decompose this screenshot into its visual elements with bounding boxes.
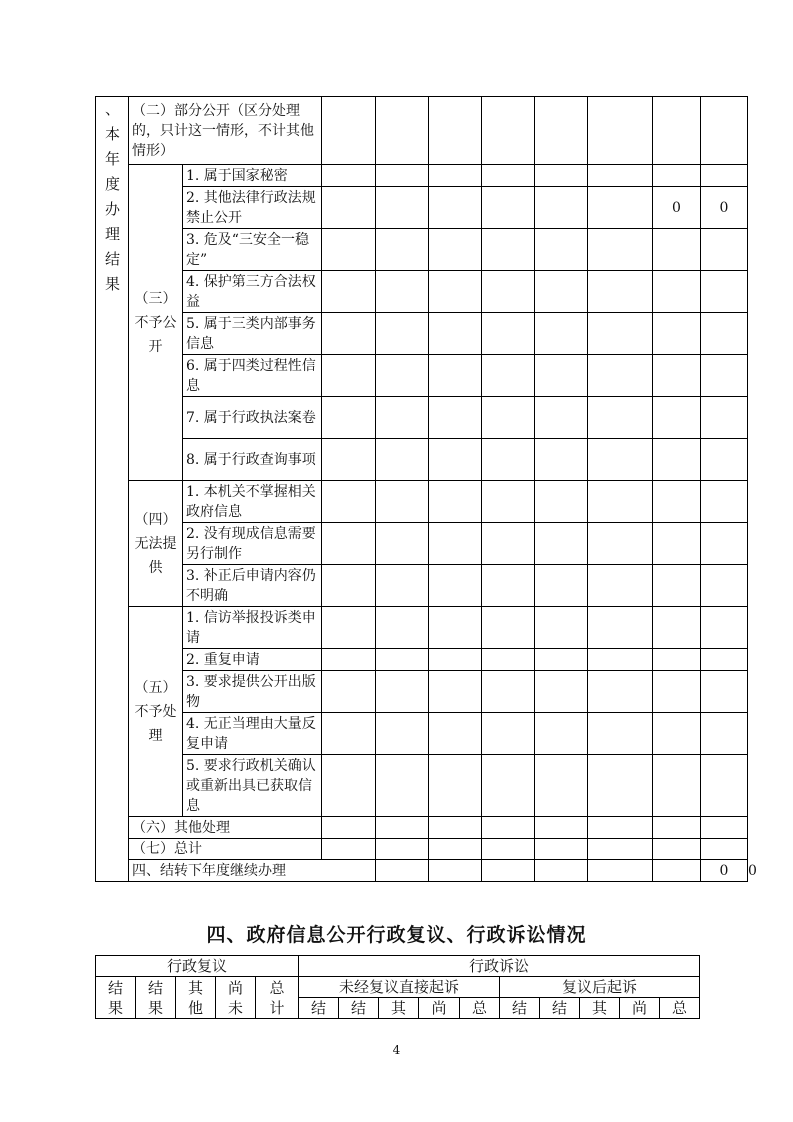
data-cell xyxy=(376,313,429,355)
data-cell xyxy=(482,649,535,671)
data-cell xyxy=(653,860,701,882)
data-cell xyxy=(322,313,376,355)
data-cell xyxy=(429,97,482,165)
data-cell xyxy=(376,481,429,523)
value-cell: 0 xyxy=(701,187,748,229)
table-row xyxy=(96,956,700,977)
section-title: 四、政府信息公开行政复议、行政诉讼情况 xyxy=(206,924,587,946)
data-cell xyxy=(482,97,535,165)
after-col-header: 其 xyxy=(580,998,620,1019)
data-cell xyxy=(701,839,748,860)
row-label: 7. 属于行政执法案卷 xyxy=(183,397,322,439)
data-cell xyxy=(535,313,588,355)
header-char: 计 xyxy=(269,998,285,1017)
data-cell xyxy=(535,355,588,397)
data-cell xyxy=(376,817,429,839)
data-cell xyxy=(535,755,588,817)
row-label: （七）总计 xyxy=(129,839,322,860)
data-cell xyxy=(588,187,653,229)
data-cell xyxy=(535,187,588,229)
data-cell xyxy=(588,523,653,565)
data-cell xyxy=(482,271,535,313)
table-row xyxy=(96,229,748,271)
data-cell xyxy=(535,97,588,165)
row-label: 2. 其他法律行政法规禁止公开 xyxy=(183,187,322,229)
data-cell xyxy=(376,713,429,755)
data-cell xyxy=(653,355,701,397)
table-row xyxy=(96,439,748,481)
data-cell xyxy=(535,229,588,271)
data-cell xyxy=(322,671,376,713)
data-cell xyxy=(588,649,653,671)
data-cell xyxy=(653,165,701,187)
data-cell xyxy=(322,165,376,187)
application-results-table xyxy=(95,96,757,882)
data-cell xyxy=(701,817,748,839)
table-row xyxy=(96,713,748,755)
data-cell xyxy=(588,97,653,165)
data-cell xyxy=(429,439,482,481)
value-cell: 0 xyxy=(701,860,748,882)
direct-col-header: 其 xyxy=(379,998,419,1019)
header-char: 尚 xyxy=(227,978,243,997)
table-row xyxy=(96,755,748,817)
data-cell xyxy=(701,355,748,397)
header-char: 他 xyxy=(187,998,203,1017)
data-cell xyxy=(429,523,482,565)
data-cell xyxy=(376,649,429,671)
data-cell xyxy=(322,649,376,671)
table-row xyxy=(96,649,748,671)
data-cell xyxy=(429,481,482,523)
header-char: 未 xyxy=(227,998,243,1017)
data-cell xyxy=(322,97,376,165)
row-label: 5. 要求行政机关确认或重新出具已获取信息 xyxy=(183,755,322,817)
data-cell xyxy=(376,439,429,481)
data-cell xyxy=(376,839,429,860)
row-label: 5. 属于三类内部事务信息 xyxy=(183,313,322,355)
data-cell xyxy=(322,755,376,817)
data-cell xyxy=(701,397,748,439)
review-col-header xyxy=(136,977,176,1019)
data-cell xyxy=(376,607,429,649)
table-row xyxy=(96,481,748,523)
data-cell xyxy=(376,271,429,313)
data-cell xyxy=(482,313,535,355)
header-char: 果 xyxy=(147,998,163,1017)
data-cell xyxy=(322,439,376,481)
row-label: 3. 危及“三安全一稳定” xyxy=(183,229,322,271)
data-cell xyxy=(322,839,376,860)
data-cell xyxy=(701,565,748,607)
table-row: 四、结转下年度继续办理 0 0 xyxy=(96,860,748,882)
table-row xyxy=(96,187,748,229)
data-cell xyxy=(429,271,482,313)
data-cell xyxy=(429,229,482,271)
data-cell xyxy=(322,817,376,839)
data-cell xyxy=(653,481,701,523)
table-row xyxy=(96,97,748,165)
data-cell xyxy=(376,860,429,882)
data-cell xyxy=(429,839,482,860)
data-cell xyxy=(653,671,701,713)
data-cell xyxy=(376,229,429,271)
data-cell xyxy=(653,607,701,649)
data-cell xyxy=(535,397,588,439)
data-cell xyxy=(482,523,535,565)
row-label: 4. 无正当理由大量反复申请 xyxy=(183,713,322,755)
row-label: 8. 属于行政查询事项 xyxy=(183,439,322,481)
data-cell xyxy=(482,187,535,229)
data-cell xyxy=(429,755,482,817)
table-row xyxy=(96,607,748,649)
data-cell xyxy=(429,397,482,439)
data-cell xyxy=(482,839,535,860)
data-cell xyxy=(322,397,376,439)
data-cell xyxy=(482,481,535,523)
data-cell xyxy=(588,713,653,755)
table-row xyxy=(96,355,748,397)
data-cell xyxy=(376,165,429,187)
table-row xyxy=(96,271,748,313)
data-cell xyxy=(701,755,748,817)
data-cell xyxy=(535,671,588,713)
data-cell xyxy=(653,755,701,817)
page-number: 4 xyxy=(392,1043,401,1057)
data-cell xyxy=(482,671,535,713)
data-cell xyxy=(653,313,701,355)
data-cell xyxy=(322,607,376,649)
data-cell xyxy=(429,187,482,229)
data-cell xyxy=(429,671,482,713)
data-cell xyxy=(588,839,653,860)
data-cell xyxy=(482,565,535,607)
after-col-header: 总 xyxy=(660,998,700,1019)
value-cell: 0 xyxy=(653,187,701,229)
data-cell xyxy=(701,713,748,755)
data-cell xyxy=(588,271,653,313)
group_4-label: （四）无法提供 xyxy=(129,481,183,607)
table-row xyxy=(96,977,700,998)
data-cell xyxy=(588,860,653,882)
data-cell xyxy=(653,397,701,439)
data-cell xyxy=(429,313,482,355)
data-cell xyxy=(376,565,429,607)
outer-label-text: 、本年度办理结果 xyxy=(105,100,121,293)
group_3-label: （三）不予公开 xyxy=(129,165,183,481)
row-label: 1. 信访举报投诉类申请 xyxy=(183,607,322,649)
data-cell xyxy=(588,755,653,817)
data-cell xyxy=(322,565,376,607)
data-cell xyxy=(701,671,748,713)
header-char: 果 xyxy=(107,998,123,1017)
data-cell xyxy=(653,439,701,481)
direct-col-header: 结 xyxy=(339,998,379,1019)
data-cell xyxy=(482,229,535,271)
header-char: 总 xyxy=(269,978,285,997)
admin-litigation-header: 行政诉讼 xyxy=(299,956,700,977)
data-cell xyxy=(588,165,653,187)
data-cell xyxy=(653,565,701,607)
data-cell xyxy=(376,755,429,817)
data-cell xyxy=(482,439,535,481)
data-cell xyxy=(701,649,748,671)
row-label: 1. 本机关不掌握相关政府信息 xyxy=(183,481,322,523)
data-cell xyxy=(376,397,429,439)
data-cell xyxy=(588,355,653,397)
data-cell xyxy=(588,397,653,439)
data-cell xyxy=(653,523,701,565)
data-cell xyxy=(535,649,588,671)
outer-label xyxy=(96,97,129,882)
data-cell xyxy=(701,229,748,271)
review-col-header xyxy=(216,977,256,1019)
data-cell xyxy=(429,355,482,397)
table-row xyxy=(96,165,748,187)
data-cell xyxy=(482,755,535,817)
data-cell xyxy=(482,397,535,439)
data-cell xyxy=(588,439,653,481)
header-char: 结 xyxy=(147,978,163,997)
data-cell xyxy=(429,860,482,882)
review-col-header xyxy=(256,977,299,1019)
row-label: 6. 属于四类过程性信息 xyxy=(183,355,322,397)
data-cell xyxy=(701,271,748,313)
data-cell xyxy=(701,313,748,355)
direct-suit-header: 未经复议直接起诉 xyxy=(299,977,500,998)
data-cell xyxy=(482,817,535,839)
data-cell xyxy=(653,839,701,860)
table-row xyxy=(96,839,748,860)
table-row xyxy=(96,565,748,607)
direct-col-header: 总 xyxy=(460,998,500,1019)
after-col-header: 结 xyxy=(500,998,540,1019)
data-cell xyxy=(535,481,588,523)
data-cell xyxy=(535,839,588,860)
direct-col-header: 尚 xyxy=(419,998,460,1019)
data-cell xyxy=(376,523,429,565)
data-cell xyxy=(322,271,376,313)
data-cell xyxy=(376,97,429,165)
data-cell xyxy=(653,649,701,671)
table-row xyxy=(96,817,748,839)
data-cell xyxy=(429,713,482,755)
admin-review-header: 行政复议 xyxy=(96,956,299,977)
data-cell xyxy=(482,860,535,882)
data-cell xyxy=(429,607,482,649)
row-label: 2. 重复申请 xyxy=(183,649,322,671)
data-cell xyxy=(535,565,588,607)
review-litigation-table xyxy=(95,955,700,1019)
data-cell xyxy=(535,439,588,481)
table-row xyxy=(96,671,748,713)
data-cell xyxy=(482,165,535,187)
row-label: （二）部分公开（区分处理的，只计这一情形，不计其他情形） xyxy=(129,97,322,165)
data-cell xyxy=(322,713,376,755)
data-cell xyxy=(701,165,748,187)
row-label: 4. 保护第三方合法权益 xyxy=(183,271,322,313)
row-label: （六）其他处理 xyxy=(129,817,322,839)
data-cell xyxy=(701,481,748,523)
data-cell xyxy=(588,817,653,839)
data-cell xyxy=(653,817,701,839)
data-cell xyxy=(588,229,653,271)
data-cell xyxy=(429,565,482,607)
data-cell xyxy=(429,649,482,671)
direct-col-header: 结 xyxy=(299,998,339,1019)
data-cell xyxy=(535,817,588,839)
header-char: 结 xyxy=(107,978,123,997)
data-cell xyxy=(322,523,376,565)
data-cell xyxy=(322,229,376,271)
data-cell xyxy=(653,97,701,165)
data-cell xyxy=(588,481,653,523)
after-col-header: 尚 xyxy=(620,998,660,1019)
data-cell xyxy=(429,817,482,839)
data-cell xyxy=(535,607,588,649)
header-char: 其 xyxy=(187,978,203,997)
data-cell xyxy=(653,271,701,313)
data-cell xyxy=(482,355,535,397)
data-cell xyxy=(376,355,429,397)
data-cell xyxy=(535,523,588,565)
table-row xyxy=(96,313,748,355)
data-cell xyxy=(376,671,429,713)
data-cell xyxy=(588,607,653,649)
data-cell xyxy=(535,713,588,755)
table-row xyxy=(96,397,748,439)
data-cell xyxy=(701,97,748,165)
data-cell xyxy=(653,713,701,755)
data-cell xyxy=(482,713,535,755)
data-cell xyxy=(653,229,701,271)
row-label: 3. 要求提供公开出版物 xyxy=(183,671,322,713)
table-row xyxy=(96,523,748,565)
data-cell xyxy=(429,165,482,187)
data-cell xyxy=(535,271,588,313)
row-label: 1. 属于国家秘密 xyxy=(183,165,322,187)
row-label: 3. 补正后申请内容仍不明确 xyxy=(183,565,322,607)
data-cell xyxy=(535,860,588,882)
data-cell xyxy=(376,187,429,229)
data-cell xyxy=(588,565,653,607)
after-col-header: 结 xyxy=(540,998,580,1019)
group_5-label: （五）不予处理 xyxy=(129,607,183,817)
data-cell xyxy=(588,313,653,355)
data-cell xyxy=(535,165,588,187)
row-label: 2. 没有现成信息需要另行制作 xyxy=(183,523,322,565)
data-cell xyxy=(701,607,748,649)
data-cell xyxy=(701,523,748,565)
data-cell xyxy=(588,671,653,713)
carryover-label: 四、结转下年度继续办理 xyxy=(129,860,376,882)
after-review-suit-header: 复议后起诉 xyxy=(500,977,700,998)
data-cell xyxy=(482,607,535,649)
review-col-header xyxy=(176,977,216,1019)
review-col-header xyxy=(96,977,136,1019)
data-cell xyxy=(322,187,376,229)
data-cell xyxy=(701,439,748,481)
data-cell xyxy=(322,355,376,397)
data-cell xyxy=(322,481,376,523)
